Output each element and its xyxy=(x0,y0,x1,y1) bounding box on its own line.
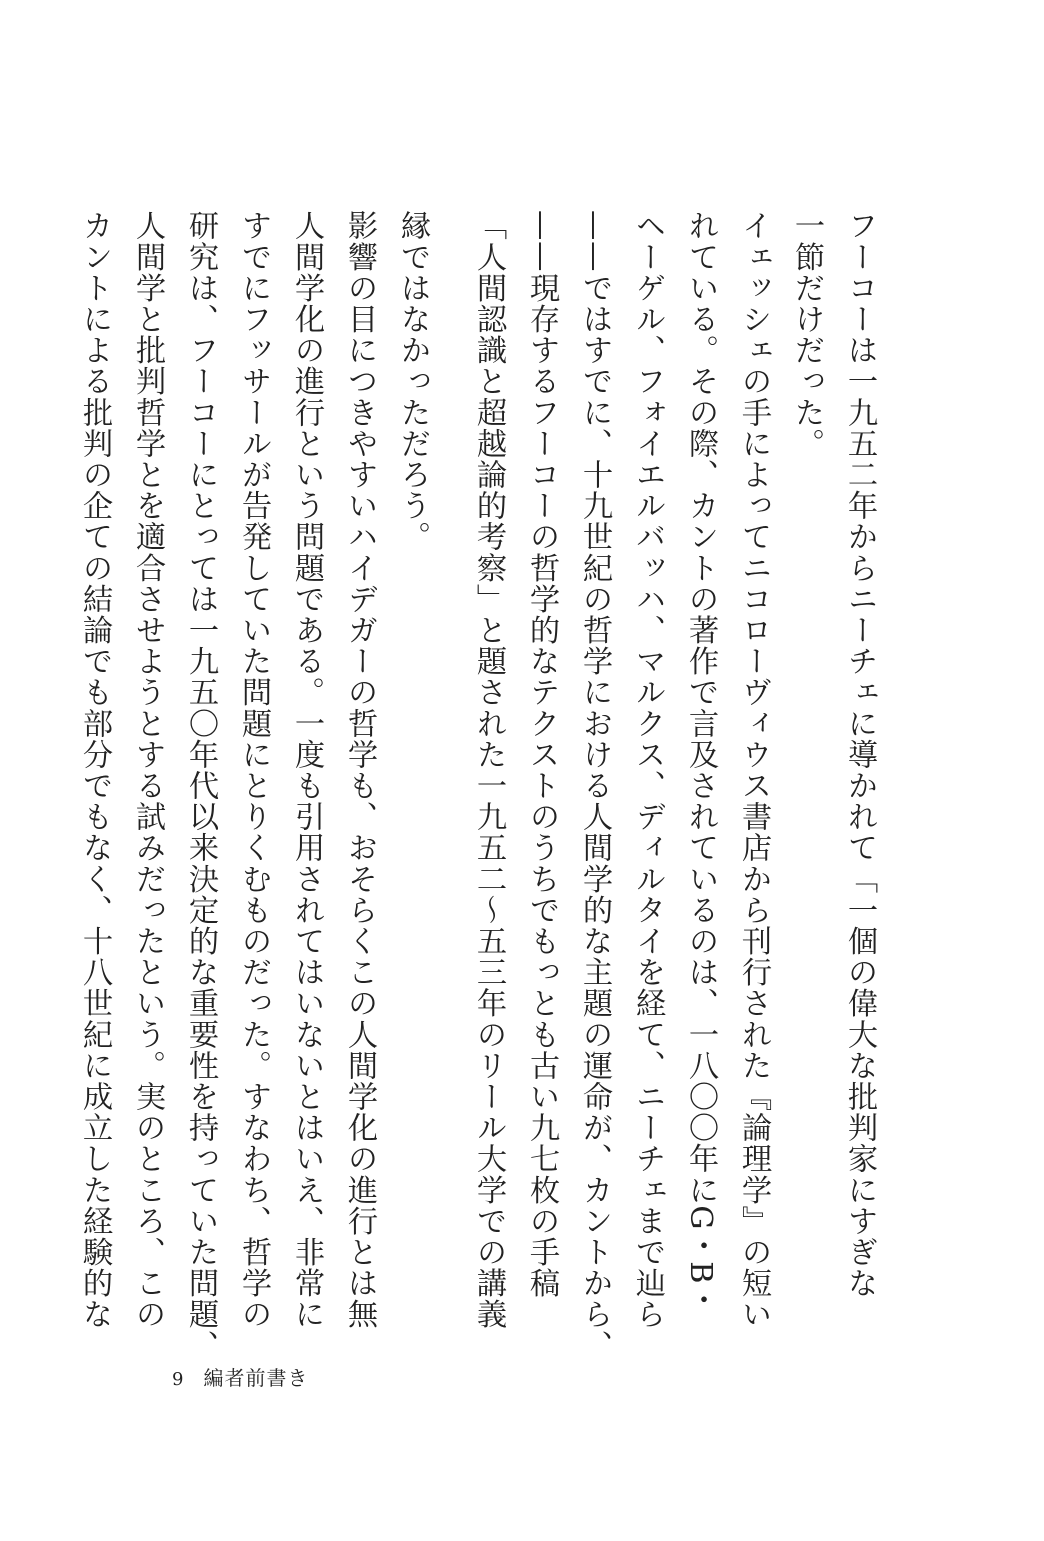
text-line: 人間学化の進行という問題である。一度も引用されてはいないとはいえ、非常に xyxy=(289,210,324,1330)
text-line: 「人間認識と超越論的考察」と題された一九五二〜五三年のリール大学での講義 xyxy=(471,210,506,1330)
text-line: すでにフッサールが告発していた問題にとりくむものだった。すなわち、哲学の xyxy=(236,210,271,1330)
text-line: フーコーは一九五二年からニーチェに導かれて「一個の偉大な批判家にすぎな xyxy=(842,210,877,1299)
text-line: カントによる批判の企ての結論でも部分でもなく、十八世紀に成立した経験的な xyxy=(77,210,112,1330)
text-line: 一節だけだった。 xyxy=(789,210,824,459)
text-line: 人間学と批判哲学とを適合させようとする試みだったという。実のところ、この xyxy=(130,210,165,1330)
vertical-body-text xyxy=(77,210,877,1361)
text-line: れている。その際、カントの著作で言及されているのは、一八〇〇年にG・B・ xyxy=(683,210,718,1316)
text-line: イェッシェの手によってニコローヴィウス書店から刊行された『論理学』の短い xyxy=(736,210,771,1330)
text-line: 縁ではなかっただろう。 xyxy=(395,210,430,553)
text-line: ——ではすでに、十九世紀の哲学における人間学的な主題の運命が、カントから、 xyxy=(577,210,612,1361)
text-line: 影響の目につきやすいハイデガーの哲学も、おそらくこの人間学化の進行とは無 xyxy=(342,210,377,1330)
text-line: ヘーゲル、フォイエルバッハ、マルクス、ディルタイを経て、ニーチェまで辿ら xyxy=(630,210,665,1330)
text-line: ——現存するフーコーの哲学的なテクストのうちでもっとも古い九七枚の手稿 xyxy=(524,210,559,1299)
running-title: 編者前書き xyxy=(203,1366,309,1390)
page-number: 9 xyxy=(172,1369,184,1390)
page-footer xyxy=(172,1362,308,1391)
text-line: 研究は、フーコーにとっては一九五〇年代以来決定的な重要性を持っていた問題、 xyxy=(183,210,218,1361)
